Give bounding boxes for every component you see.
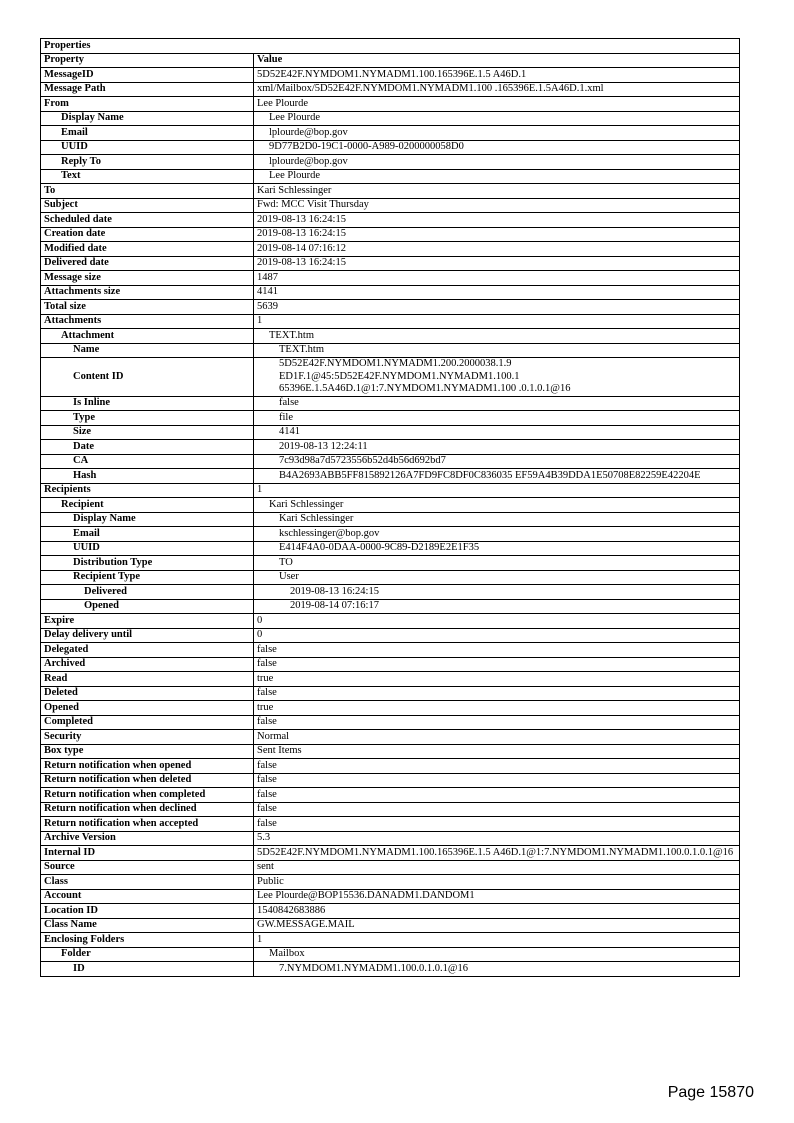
property-name: Delegated bbox=[41, 643, 254, 658]
property-value: 5D52E42F.NYMDOM1.NYMADM1.200.2000038.1.9 ED1F.1@45:5D52E42F.NYMDOM1.NYMADM1.100.1 65396E.1.5A46D.1@1:7.NYMDOM1.NYMADM1.100 .0.1.0.1@16 bbox=[254, 358, 740, 397]
table-row bbox=[41, 512, 740, 527]
property-name: Account bbox=[41, 889, 254, 904]
property-value: 5D52E42F.NYMDOM1.NYMADM1.100.165396E.1.5 A46D.1 bbox=[254, 68, 740, 83]
property-value: User bbox=[254, 570, 740, 585]
table-row bbox=[41, 469, 740, 484]
property-name: Type bbox=[41, 411, 254, 426]
header-value: Value bbox=[254, 53, 740, 68]
table-row bbox=[41, 788, 740, 803]
property-name: Reply To bbox=[41, 155, 254, 170]
table-row bbox=[41, 686, 740, 701]
table-row bbox=[41, 527, 740, 542]
table-row bbox=[41, 657, 740, 672]
property-name: Is Inline bbox=[41, 396, 254, 411]
property-name: Return notification when declined bbox=[41, 802, 254, 817]
property-value: 0 bbox=[254, 614, 740, 629]
property-value: 2019-08-13 16:24:15 bbox=[254, 256, 740, 271]
property-value: false bbox=[254, 788, 740, 803]
property-name: Class bbox=[41, 875, 254, 890]
table-row bbox=[41, 715, 740, 730]
property-name: UUID bbox=[41, 541, 254, 556]
table-row bbox=[41, 802, 740, 817]
property-name: Return notification when accepted bbox=[41, 817, 254, 832]
property-value: 5.3 bbox=[254, 831, 740, 846]
property-value: Kari Schlessinger bbox=[254, 512, 740, 527]
property-name: Message size bbox=[41, 271, 254, 286]
property-name: Date bbox=[41, 440, 254, 455]
property-value: Sent Items bbox=[254, 744, 740, 759]
property-name: Archive Version bbox=[41, 831, 254, 846]
property-value: kschlessinger@bop.gov bbox=[254, 527, 740, 542]
properties-table bbox=[40, 38, 740, 977]
table-row bbox=[41, 169, 740, 184]
property-name: Recipient bbox=[41, 498, 254, 513]
property-name: Recipient Type bbox=[41, 570, 254, 585]
table-row bbox=[41, 672, 740, 687]
property-value: false bbox=[254, 817, 740, 832]
property-value: B4A2693ABB5FF815892126A7FD9FC8DF0C836035 EF59A4B39DDA1E50708E82259E42204E bbox=[254, 469, 740, 484]
property-value: Fwd: MCC Visit Thursday bbox=[254, 198, 740, 213]
property-name: MessageID bbox=[41, 68, 254, 83]
property-value: false bbox=[254, 686, 740, 701]
property-value: Lee Plourde bbox=[254, 169, 740, 184]
property-name: Attachment bbox=[41, 329, 254, 344]
property-value: Kari Schlessinger bbox=[254, 184, 740, 199]
property-name: Delivered bbox=[41, 585, 254, 600]
property-name: Folder bbox=[41, 947, 254, 962]
property-value: 4141 bbox=[254, 425, 740, 440]
table-row bbox=[41, 875, 740, 890]
property-value: 1487 bbox=[254, 271, 740, 286]
property-value: Public bbox=[254, 875, 740, 890]
table-row bbox=[41, 343, 740, 358]
property-name: From bbox=[41, 97, 254, 112]
table-row bbox=[41, 860, 740, 875]
table-row bbox=[41, 140, 740, 155]
property-name: Opened bbox=[41, 701, 254, 716]
property-value: 7.NYMDOM1.NYMADM1.100.0.1.0.1@16 bbox=[254, 962, 740, 977]
table-row bbox=[41, 184, 740, 199]
property-name: Attachments size bbox=[41, 285, 254, 300]
property-name: Class Name bbox=[41, 918, 254, 933]
table-header-row bbox=[41, 53, 740, 68]
property-name: CA bbox=[41, 454, 254, 469]
table-row bbox=[41, 947, 740, 962]
property-name: Email bbox=[41, 527, 254, 542]
table-row bbox=[41, 329, 740, 344]
property-name: Total size bbox=[41, 300, 254, 315]
table-row bbox=[41, 759, 740, 774]
property-name: Deleted bbox=[41, 686, 254, 701]
property-value: lplourde@bop.gov bbox=[254, 126, 740, 141]
table-row bbox=[41, 730, 740, 745]
property-name: Email bbox=[41, 126, 254, 141]
property-name: Modified date bbox=[41, 242, 254, 257]
property-name: Display Name bbox=[41, 111, 254, 126]
table-row bbox=[41, 300, 740, 315]
table-row bbox=[41, 213, 740, 228]
property-name: Read bbox=[41, 672, 254, 687]
table-row bbox=[41, 628, 740, 643]
property-name: Content ID bbox=[41, 358, 254, 397]
table-row bbox=[41, 962, 740, 977]
property-value: 2019-08-14 07:16:12 bbox=[254, 242, 740, 257]
property-value: false bbox=[254, 773, 740, 788]
table-row bbox=[41, 227, 740, 242]
property-name: Hash bbox=[41, 469, 254, 484]
table-row bbox=[41, 396, 740, 411]
property-value: false bbox=[254, 643, 740, 658]
property-value: 2019-08-13 16:24:15 bbox=[254, 213, 740, 228]
table-row bbox=[41, 570, 740, 585]
table-row bbox=[41, 256, 740, 271]
property-name: Opened bbox=[41, 599, 254, 614]
property-name: Subject bbox=[41, 198, 254, 213]
property-name: Text bbox=[41, 169, 254, 184]
table-row bbox=[41, 483, 740, 498]
property-name: Box type bbox=[41, 744, 254, 759]
property-name: ID bbox=[41, 962, 254, 977]
property-value: 1 bbox=[254, 314, 740, 329]
property-name: Display Name bbox=[41, 512, 254, 527]
property-name: Expire bbox=[41, 614, 254, 629]
table-row bbox=[41, 97, 740, 112]
table-row bbox=[41, 155, 740, 170]
table-row bbox=[41, 744, 740, 759]
table-row bbox=[41, 358, 740, 397]
table-row bbox=[41, 198, 740, 213]
property-value: 1 bbox=[254, 483, 740, 498]
property-value: false bbox=[254, 802, 740, 817]
table-row bbox=[41, 314, 740, 329]
property-value: file bbox=[254, 411, 740, 426]
property-value: false bbox=[254, 715, 740, 730]
property-value: 4141 bbox=[254, 285, 740, 300]
table-row bbox=[41, 643, 740, 658]
table-row bbox=[41, 111, 740, 126]
header-property: Property bbox=[41, 53, 254, 68]
property-value: Lee Plourde bbox=[254, 111, 740, 126]
table-row bbox=[41, 285, 740, 300]
property-value: E414F4A0-0DAA-0000-9C89-D2189E2E1F35 bbox=[254, 541, 740, 556]
table-row bbox=[41, 541, 740, 556]
property-name: Name bbox=[41, 343, 254, 358]
property-name: UUID bbox=[41, 140, 254, 155]
property-value: lplourde@bop.gov bbox=[254, 155, 740, 170]
property-name: Return notification when deleted bbox=[41, 773, 254, 788]
table-row bbox=[41, 82, 740, 97]
property-value: Mailbox bbox=[254, 947, 740, 962]
table-row bbox=[41, 614, 740, 629]
property-name: Distribution Type bbox=[41, 556, 254, 571]
table-row bbox=[41, 498, 740, 513]
property-name: Message Path bbox=[41, 82, 254, 97]
property-name: Attachments bbox=[41, 314, 254, 329]
table-row bbox=[41, 126, 740, 141]
table-row bbox=[41, 773, 740, 788]
property-value: 9D77B2D0-19C1-0000-A989-0200000058D0 bbox=[254, 140, 740, 155]
property-name: Recipients bbox=[41, 483, 254, 498]
property-value: TO bbox=[254, 556, 740, 571]
table-row bbox=[41, 271, 740, 286]
table-row bbox=[41, 831, 740, 846]
table-row bbox=[41, 889, 740, 904]
property-value: 5D52E42F.NYMDOM1.NYMADM1.100.165396E.1.5 A46D.1@1:7.NYMDOM1.NYMADM1.100.0.1.0.1@16 bbox=[254, 846, 740, 861]
property-name: To bbox=[41, 184, 254, 199]
property-name: Source bbox=[41, 860, 254, 875]
table-row bbox=[41, 585, 740, 600]
property-value: 2019-08-13 16:24:15 bbox=[254, 585, 740, 600]
property-value: sent bbox=[254, 860, 740, 875]
table-title-row bbox=[41, 39, 740, 54]
property-name: Archived bbox=[41, 657, 254, 672]
property-value: 5639 bbox=[254, 300, 740, 315]
table-row bbox=[41, 599, 740, 614]
property-value: 2019-08-13 16:24:15 bbox=[254, 227, 740, 242]
property-name: Location ID bbox=[41, 904, 254, 919]
property-value: Lee Plourde bbox=[254, 97, 740, 112]
property-name: Enclosing Folders bbox=[41, 933, 254, 948]
table-row bbox=[41, 411, 740, 426]
property-value: 7c93d98a7d5723556b52d4b56d692bd7 bbox=[254, 454, 740, 469]
property-name: Scheduled date bbox=[41, 213, 254, 228]
property-value: 0 bbox=[254, 628, 740, 643]
table-row bbox=[41, 440, 740, 455]
table-row bbox=[41, 904, 740, 919]
property-value: Lee Plourde@BOP15536.DANADM1.DANDOM1 bbox=[254, 889, 740, 904]
property-name: Return notification when completed bbox=[41, 788, 254, 803]
property-name: Completed bbox=[41, 715, 254, 730]
table-row bbox=[41, 701, 740, 716]
table-row bbox=[41, 242, 740, 257]
table-row bbox=[41, 556, 740, 571]
table-row bbox=[41, 918, 740, 933]
property-value: 2019-08-14 07:16:17 bbox=[254, 599, 740, 614]
property-name: Delay delivery until bbox=[41, 628, 254, 643]
property-value: 1 bbox=[254, 933, 740, 948]
property-value: TEXT.htm bbox=[254, 343, 740, 358]
property-value: Normal bbox=[254, 730, 740, 745]
property-value: false bbox=[254, 396, 740, 411]
property-name: Creation date bbox=[41, 227, 254, 242]
table-row bbox=[41, 454, 740, 469]
table-row bbox=[41, 846, 740, 861]
property-name: Return notification when opened bbox=[41, 759, 254, 774]
table-row bbox=[41, 425, 740, 440]
property-value: 2019-08-13 12:24:11 bbox=[254, 440, 740, 455]
table-row bbox=[41, 933, 740, 948]
property-value: false bbox=[254, 657, 740, 672]
property-value: TEXT.htm bbox=[254, 329, 740, 344]
property-name: Size bbox=[41, 425, 254, 440]
property-value: true bbox=[254, 672, 740, 687]
table-row bbox=[41, 817, 740, 832]
property-value: 1540842683886 bbox=[254, 904, 740, 919]
property-value: xml/Mailbox/5D52E42F.NYMDOM1.NYMADM1.100 .165396E.1.5A46D.1.xml bbox=[254, 82, 740, 97]
property-name: Security bbox=[41, 730, 254, 745]
property-value: Kari Schlessinger bbox=[254, 498, 740, 513]
property-value: false bbox=[254, 759, 740, 774]
property-value: true bbox=[254, 701, 740, 716]
property-value: GW.MESSAGE.MAIL bbox=[254, 918, 740, 933]
page-number: Page 15870 bbox=[667, 1084, 754, 1101]
table-row bbox=[41, 68, 740, 83]
property-name: Internal ID bbox=[41, 846, 254, 861]
table-title: Properties bbox=[41, 39, 740, 54]
property-name: Delivered date bbox=[41, 256, 254, 271]
